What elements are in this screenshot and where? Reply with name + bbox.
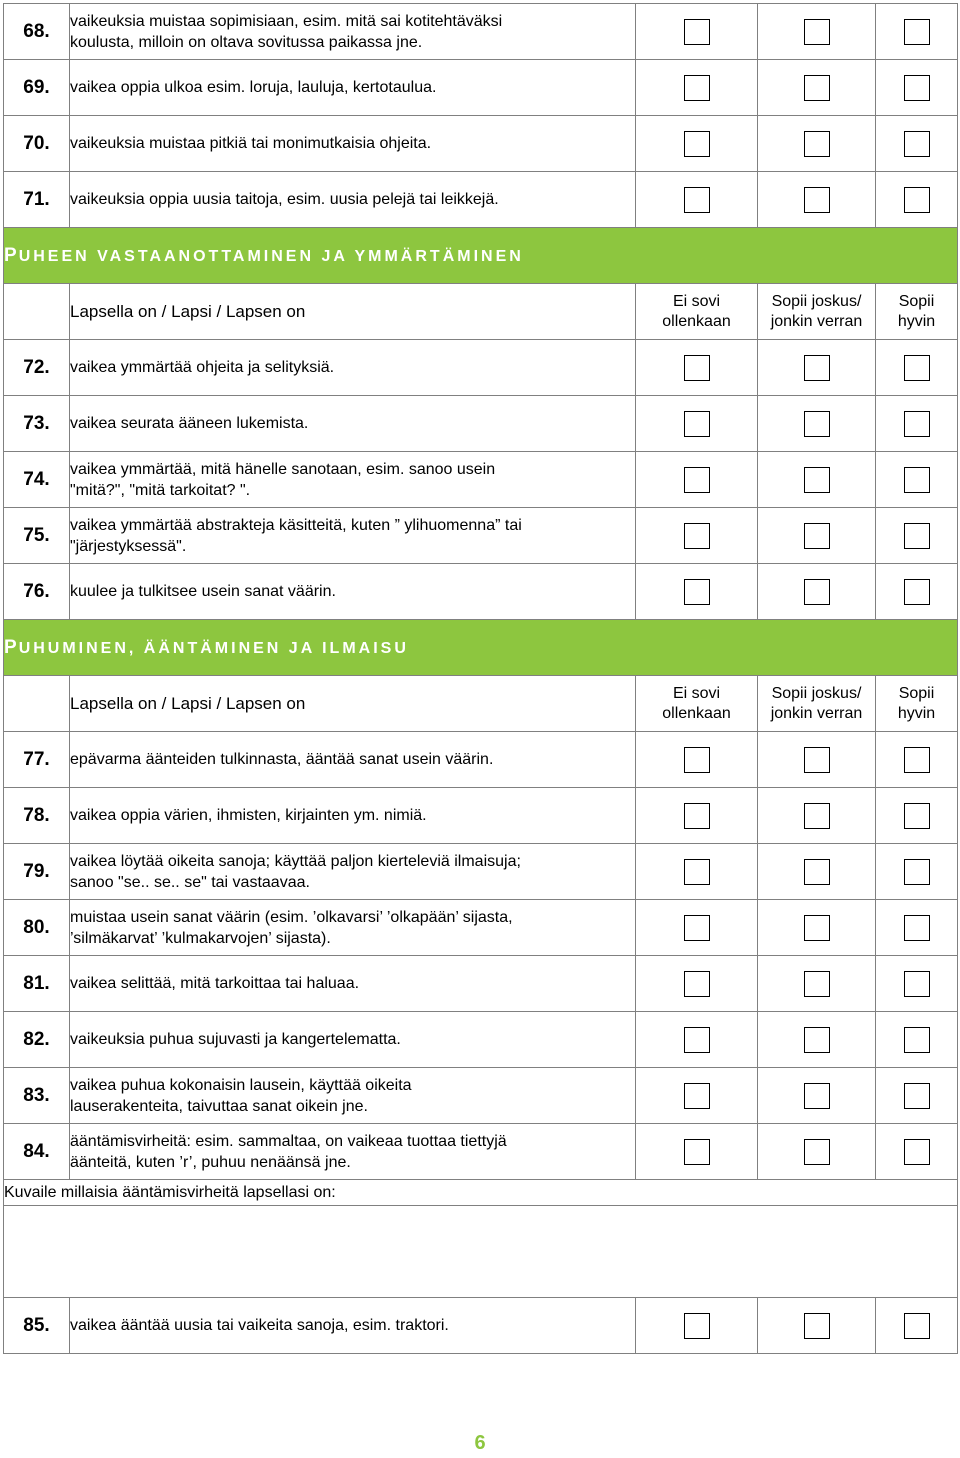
page-number: 6 (474, 1432, 486, 1454)
question-text: vaikea seurata ääneen lukemista. (70, 396, 636, 452)
question-number: 73. (4, 396, 70, 452)
question-row-73 (4, 396, 958, 452)
question-row-74 (4, 452, 958, 508)
checkbox-not-at-all[interactable] (684, 579, 710, 605)
checkbox-not-at-all[interactable] (684, 131, 710, 157)
checkbox-somewhat[interactable] (804, 747, 830, 773)
question-row-76 (4, 564, 958, 620)
question-number: 81. (4, 956, 70, 1012)
question-row-78 (4, 788, 958, 844)
question-row-81 (4, 956, 958, 1012)
checkbox-not-at-all[interactable] (684, 915, 710, 941)
checkbox-somewhat[interactable] (804, 859, 830, 885)
question-number: 80. (4, 900, 70, 956)
describe-answer-area[interactable] (4, 1206, 958, 1298)
checkbox-fits-well[interactable] (904, 355, 930, 381)
checkbox-fits-well[interactable] (904, 915, 930, 941)
column-header-fits-well: Sopii hyvin (876, 676, 958, 732)
checkbox-somewhat[interactable] (804, 971, 830, 997)
question-number: 75. (4, 508, 70, 564)
checkbox-not-at-all[interactable] (684, 1139, 710, 1165)
checkbox-somewhat[interactable] (804, 523, 830, 549)
question-number: 77. (4, 732, 70, 788)
section-title: PUHUMINEN, ÄÄNTÄMINEN JA ILMAISU (4, 620, 958, 676)
checkbox-somewhat[interactable] (804, 355, 830, 381)
question-row-83 (4, 1068, 958, 1124)
checkbox-fits-well[interactable] (904, 971, 930, 997)
question-row-75 (4, 508, 958, 564)
describe-prompt: Kuvaile millaisia ääntämisvirheitä lapsellasi on: (4, 1180, 958, 1206)
column-header-row (4, 284, 958, 340)
question-text: vaikeuksia muistaa sopimisiaan, esim. mitä sai kotitehtäväksi koulusta, milloin on oltava sovitussa paikassa jne. (70, 4, 636, 60)
column-header-row (4, 676, 958, 732)
checkbox-not-at-all[interactable] (684, 859, 710, 885)
question-text: vaikea ymmärtää, mitä hänelle sanotaan, esim. sanoo usein "mitä?", "mitä tarkoitat? ". (70, 452, 636, 508)
checkbox-fits-well[interactable] (904, 579, 930, 605)
question-text: vaikeuksia puhua sujuvasti ja kangertelematta. (70, 1012, 636, 1068)
column-header-somewhat: Sopii joskus/ jonkin verran (758, 284, 876, 340)
checkbox-fits-well[interactable] (904, 467, 930, 493)
question-row-84 (4, 1124, 958, 1180)
question-row-85 (4, 1298, 958, 1354)
checkbox-not-at-all[interactable] (684, 747, 710, 773)
column-header-not-at-all: Ei sovi ollenkaan (636, 676, 758, 732)
column-header-somewhat: Sopii joskus/ jonkin verran (758, 676, 876, 732)
column-header-not-at-all: Ei sovi ollenkaan (636, 284, 758, 340)
question-row-68 (4, 4, 958, 60)
describe-answer-row (4, 1206, 958, 1298)
question-text: vaikeuksia muistaa pitkiä tai monimutkaisia ohjeita. (70, 116, 636, 172)
section-header-speaking-articulation (4, 620, 958, 676)
question-number: 71. (4, 172, 70, 228)
question-row-80 (4, 900, 958, 956)
question-text: vaikeuksia oppia uusia taitoja, esim. uusia pelejä tai leikkejä. (70, 172, 636, 228)
question-text: ääntämisvirheitä: esim. sammaltaa, on vaikeaa tuottaa tiettyjä äänteitä, kuten ’r’, puhuu nenäänsä jne. (70, 1124, 636, 1180)
checkbox-somewhat[interactable] (804, 1027, 830, 1053)
checkbox-not-at-all[interactable] (684, 19, 710, 45)
question-number: 76. (4, 564, 70, 620)
checkbox-not-at-all[interactable] (684, 467, 710, 493)
checkbox-somewhat[interactable] (804, 1139, 830, 1165)
checkbox-somewhat[interactable] (804, 1313, 830, 1339)
question-number: 69. (4, 60, 70, 116)
checkbox-fits-well[interactable] (904, 75, 930, 101)
checkbox-fits-well[interactable] (904, 523, 930, 549)
question-text: vaikea oppia ulkoa esim. loruja, lauluja, kertotaulua. (70, 60, 636, 116)
column-header-subject: Lapsella on / Lapsi / Lapsen on (70, 284, 636, 340)
checkbox-somewhat[interactable] (804, 75, 830, 101)
question-text: epävarma äänteiden tulkinnasta, ääntää sanat usein väärin. (70, 732, 636, 788)
checkbox-somewhat[interactable] (804, 131, 830, 157)
checkbox-fits-well[interactable] (904, 1313, 930, 1339)
checkbox-not-at-all[interactable] (684, 411, 710, 437)
question-number: 74. (4, 452, 70, 508)
checkbox-somewhat[interactable] (804, 803, 830, 829)
checkbox-fits-well[interactable] (904, 1083, 930, 1109)
checkbox-fits-well[interactable] (904, 747, 930, 773)
checkbox-fits-well[interactable] (904, 187, 930, 213)
checkbox-not-at-all[interactable] (684, 355, 710, 381)
describe-prompt-row (4, 1180, 958, 1206)
checkbox-not-at-all[interactable] (684, 971, 710, 997)
question-row-82 (4, 1012, 958, 1068)
checkbox-somewhat[interactable] (804, 915, 830, 941)
checkbox-fits-well[interactable] (904, 1027, 930, 1053)
question-row-72 (4, 340, 958, 396)
checkbox-fits-well[interactable] (904, 19, 930, 45)
question-text: vaikea puhua kokonaisin lausein, käyttää oikeita lauserakenteita, taivuttaa sanat oikein jne. (70, 1068, 636, 1124)
checkbox-not-at-all[interactable] (684, 1027, 710, 1053)
checkbox-not-at-all[interactable] (684, 75, 710, 101)
checkbox-not-at-all[interactable] (684, 803, 710, 829)
checkbox-fits-well[interactable] (904, 131, 930, 157)
question-number: 82. (4, 1012, 70, 1068)
checkbox-not-at-all[interactable] (684, 187, 710, 213)
question-row-70 (4, 116, 958, 172)
question-row-77 (4, 732, 958, 788)
column-header-fits-well: Sopii hyvin (876, 284, 958, 340)
question-number: 79. (4, 844, 70, 900)
question-number: 83. (4, 1068, 70, 1124)
checkbox-somewhat[interactable] (804, 19, 830, 45)
checkbox-not-at-all[interactable] (684, 1083, 710, 1109)
question-text: vaikea selittää, mitä tarkoittaa tai haluaa. (70, 956, 636, 1012)
question-number: 68. (4, 4, 70, 60)
questionnaire-table (3, 3, 958, 1354)
checkbox-somewhat[interactable] (804, 1083, 830, 1109)
checkbox-not-at-all[interactable] (684, 523, 710, 549)
question-number: 78. (4, 788, 70, 844)
checkbox-fits-well[interactable] (904, 411, 930, 437)
question-text: vaikea oppia värien, ihmisten, kirjainten ym. nimiä. (70, 788, 636, 844)
checkbox-not-at-all[interactable] (684, 1313, 710, 1339)
checkbox-fits-well[interactable] (904, 859, 930, 885)
question-text: vaikea löytää oikeita sanoja; käyttää paljon kierteleviä ilmaisuja; sanoo "se.. se.. se" tai vastaavaa. (70, 844, 636, 900)
question-number: 72. (4, 340, 70, 396)
question-row-71 (4, 172, 958, 228)
checkbox-fits-well[interactable] (904, 1139, 930, 1165)
checkbox-somewhat[interactable] (804, 579, 830, 605)
section-header-speech-comprehension (4, 228, 958, 284)
question-text: muistaa usein sanat väärin (esim. ’olkavarsi’ ’olkapään’ sijasta, ’silmäkarvat’ ’kulmakarvojen’ sijasta). (70, 900, 636, 956)
question-text: vaikea ymmärtää abstrakteja käsitteitä, kuten ” ylihuomenna” tai "järjestyksessä". (70, 508, 636, 564)
question-row-69 (4, 60, 958, 116)
question-text: vaikea ymmärtää ohjeita ja selityksiä. (70, 340, 636, 396)
checkbox-somewhat[interactable] (804, 411, 830, 437)
question-number: 70. (4, 116, 70, 172)
question-text: vaikea ääntää uusia tai vaikeita sanoja, esim. traktori. (70, 1298, 636, 1354)
checkbox-somewhat[interactable] (804, 187, 830, 213)
checkbox-fits-well[interactable] (904, 803, 930, 829)
checkbox-somewhat[interactable] (804, 467, 830, 493)
question-number: 84. (4, 1124, 70, 1180)
question-row-79 (4, 844, 958, 900)
question-text: kuulee ja tulkitsee usein sanat väärin. (70, 564, 636, 620)
section-title: PUHEEN VASTAANOTTAMINEN JA YMMÄRTÄMINEN (4, 228, 958, 284)
question-number: 85. (4, 1298, 70, 1354)
column-header-subject: Lapsella on / Lapsi / Lapsen on (70, 676, 636, 732)
